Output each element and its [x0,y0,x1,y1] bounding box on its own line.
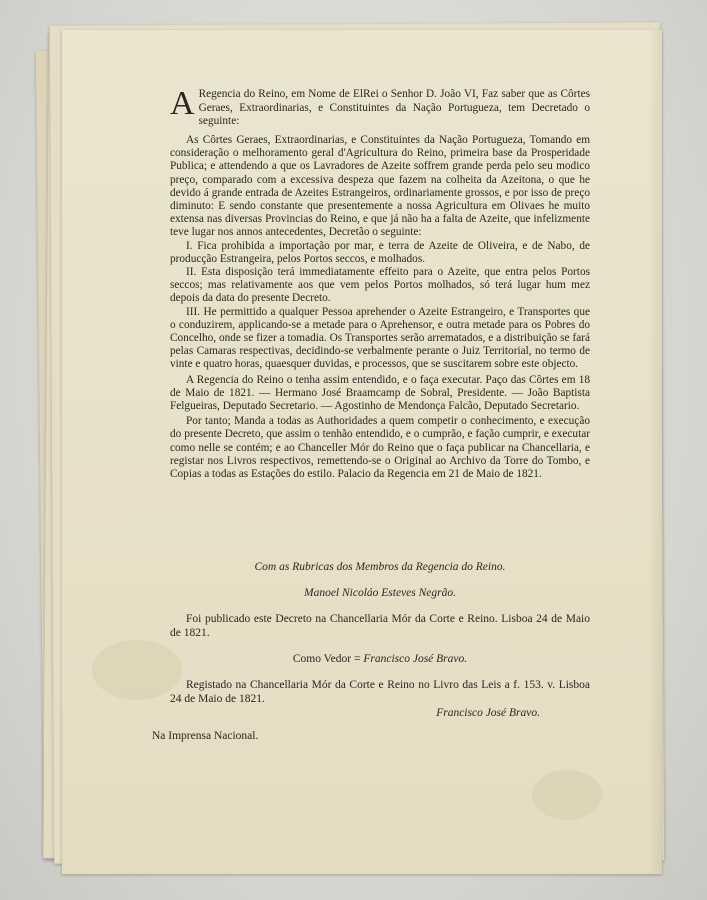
dropcap-letter: A [170,85,195,122]
enactment-paragraph: A Regencia do Reino o tenha assim entendido, e o faça executar. Paço das Côrtes em 18 de Maio de 1821. — Hermano José Braamcamp de Sobral, Presidente. — João Baptista Felgueiras, Deputado Secretario. — Agostinho de Mendonça Falcão, Deputado Secretario. [170,373,590,413]
signatory-name: Manoel Nicoláo Esteves Negrão. [303,587,457,599]
registrar-signature: Francisco José Bravo. [436,707,540,719]
preamble-paragraph: As Côrtes Geraes, Extraordinarias, e Constituintes da Nação Portugueza, Tomando em consideração o melhoramento geral d'Agricultura do Reino, primeira base da Prosperidade Publica; e attendendo a que os Lavradores de Azeite soffrem grande perda pelo seu modico preço, comparado com a excessiva despeza que fazem na colheita da Azeitona, o que he devido á grande entrada de Azeites Estrangeiros, ordinariamente grossos, e por isso de preço diminuto: E sendo constante que presentemente a nossa Agricultura em Olivaes he muito extensa nas diversas Provincias do Reino, e que já não ha a falta de Azeite, que infelizmente teve lugar nos annos antecedentes, Decretão o seguinte: [170,134,590,239]
decree-page [62,30,662,874]
article-1: I. Fica prohibida a importação por mar, e terra de Azeite de Oliveira, e de Nabo, de producção Estrangeira, pelos Portos seccos, e molhados. [170,239,590,265]
rubricas-line: Com as Rubricas dos Membros da Regencia do Reino. [254,561,506,573]
registration-note: Registado na Chancellaria Mór da Corte e Reino no Livro das Leis a f. 153. v. Lisboa 24 de Maio de 1821. [170,679,590,705]
printer-imprint: Na Imprensa Nacional. [152,730,259,742]
page-content [62,30,662,874]
vedor-label: Como Vedor = [292,653,361,665]
vedor-name: Francisco José Bravo. [363,653,468,665]
article-3: III. He permittido a qualquer Pessoa aprehender o Azeite Estrangeiro, e Transportes que o conduzirem, applicando-se a metade para o Aprehensor, e outra metade para os Pobres do Concelho, onde se fizer a tomadia. Os Transportes serão arrematados, e a distribuição se fará pelas Camaras respectivas, decidindo-se verbalmente perante o Juiz Territorial, no termo de vinte e quatro horas, quaesquer duvidas, e processos, que se suscitarem sobre este objecto. [170,305,590,371]
vedor-line [170,652,590,666]
mandate-paragraph: Por tanto; Manda a todas as Authoridades a quem competir o conhecimento, e execução do presente Decreto, que assim o tenhão entendido, e o cumprão, e fação cumprir, e executar como nelle se contém; e ao Chanceller Mór do Reino que o faça publicar na Chancellaria, e registar nos Livros respectivos, remettendo-se o Original ao Archivo da Torre do Tombo, e Copias a todas as Estações do estilo. Palacio da Regencia em 21 de Maio de 1821. [170,415,590,481]
article-2: II. Esta disposição terá immediatamente effeito para o Azeite, que entra pelos Portos seccos; mas relativamente aos que vem pelos Portos molhados, só terá lugar hum mez depois da data do presente Decreto. [170,266,590,305]
opening-text: Regencia do Reino, em Nome de ElRei o Senhor D. João VI, Faz saber que as Côrtes Geraes, Extraordinarias, e Constituintes da Nação Portugueza, tem Decretado o seguinte: [198,88,590,127]
closing-section [170,560,590,720]
publication-note: Foi publicado este Decreto na Chancellaria Mór da Corte e Reino. Lisboa 24 de Maio de 1821. [170,613,590,639]
decree-body [170,134,590,481]
opening-paragraph [170,85,590,129]
